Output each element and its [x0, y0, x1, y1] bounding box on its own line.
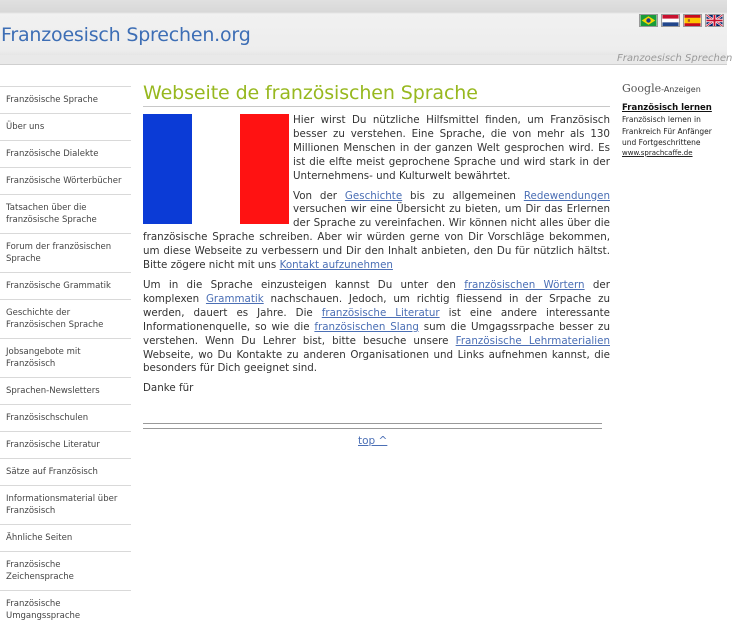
closing-text: Danke für	[143, 382, 194, 395]
link-lehrmaterialien[interactable]: Französische Lehrmaterialien	[455, 334, 610, 347]
text: versuchen wir eine Übersicht zu bieten, um Dir das Erlernen der Sprache zu vereinfachen. Wir können nicht alles über die französische Sprache schreiben. Aber wir würden gerne von Dir Vorschläge bekommen, um diese Webseite zu verbessern und Dir den Inhalt anbieten, den Du für nützlich hältst. Bitte zögere nicht mit uns	[143, 203, 610, 272]
sidebar-item-newsletters[interactable]: Sprachen-Newsletters	[0, 377, 131, 404]
divider	[143, 423, 602, 424]
sidebar-item-zeichensprache[interactable]: Französische Zeichensprache	[0, 551, 131, 590]
ads-label: -Anzeigen	[661, 85, 701, 94]
flag-stripe-white	[192, 114, 241, 224]
uk-flag-icon[interactable]	[705, 14, 724, 27]
link-woerter[interactable]: französischen Wörtern	[464, 278, 585, 291]
flag-stripe-blue	[143, 114, 192, 224]
sidebar-item-franzoesische-sprache[interactable]: Französische Sprache	[0, 86, 131, 113]
flag-stripe-red	[240, 114, 289, 224]
sidebar-item-geschichte[interactable]: Geschichte der Französischen Sprache	[0, 299, 131, 338]
site-title[interactable]: Franzoesisch Sprechen.org	[1, 24, 251, 46]
ad-url-link[interactable]: www.sprachcaffe.de	[622, 148, 693, 157]
netherlands-flag-icon[interactable]	[661, 14, 680, 27]
text: sum die Umgagssrpache besser zu verstehen. Wenn Du Lehrer bist, bitte besuche unsere	[143, 320, 610, 347]
ads-header	[622, 82, 725, 95]
sidebar-item-tatsachen[interactable]: Tatsachen über die französische Sprache	[0, 194, 131, 233]
brazil-flag-icon[interactable]	[639, 14, 658, 27]
sidebar-item-umgangssprache[interactable]: Französische Umgangssprache	[0, 590, 131, 629]
ad-title-link[interactable]: Französisch lernen	[622, 103, 712, 113]
language-flags	[639, 14, 724, 27]
sidebar-item-forum[interactable]: Forum der französischen Sprache	[0, 233, 131, 272]
sidebar-nav	[0, 86, 131, 629]
sidebar-item-jobsangebote[interactable]: Jobsangebote mit Französisch	[0, 338, 131, 377]
divider	[0, 64, 727, 65]
sidebar-item-literatur[interactable]: Französische Literatur	[0, 431, 131, 458]
sidebar-item-aehnliche-seiten[interactable]: Ähnliche Seiten	[0, 524, 131, 551]
text: Von der	[293, 189, 345, 202]
third-paragraph	[143, 279, 610, 376]
page-title: Webseite de französischen Sprache	[143, 82, 610, 107]
divider	[143, 428, 602, 429]
sidebar-item-schulen[interactable]: Französischschulen	[0, 404, 131, 431]
link-literatur[interactable]: französische Literatur	[321, 306, 440, 319]
sidebar-item-ueber-uns[interactable]: Über uns	[0, 113, 131, 140]
french-flag-image	[143, 114, 289, 224]
link-grammatik[interactable]: Grammatik	[205, 292, 264, 305]
google-logo: Google	[622, 82, 662, 95]
sidebar-item-informationsmaterial[interactable]: Informationsmaterial über Französisch	[0, 485, 131, 524]
text: bis zu allgemeinen	[402, 189, 524, 202]
intro-paragraph: Hier wirst Du nützliche Hilfsmittel finden, um Französisch besser zu verstehen. Eine Sprache, die von mehr als 130 Millionen Menschen in der ganzen Welt gesprochen wird. Es ist die elfte meist geprochene Sprache und wird stark in der Unternehmens- und Kulturwelt bewährtet.	[293, 114, 610, 182]
sidebar-item-grammatik[interactable]: Französische Grammatik	[0, 272, 131, 299]
ad-description: Französisch lernen in Frankreich Für Anfänger und Fortgeschrittene	[622, 115, 712, 147]
text: Webseite, wo Du Kontakte zu anderen Organisationen und Links aufnehmen kannst, die besonders für Dich geeignet sind.	[143, 348, 610, 375]
spain-flag-icon[interactable]	[683, 14, 702, 27]
link-redewendungen[interactable]: Redewendungen	[523, 189, 610, 202]
site-tagline: Franzoesisch Sprechen	[617, 53, 732, 64]
main-content	[143, 82, 611, 447]
link-geschichte[interactable]: Geschichte	[344, 189, 403, 202]
text: ist eine andere interessante Informationenquelle, so wie die	[143, 306, 610, 333]
text: Um in die Sprache einzusteigen kannst Du unter den	[143, 278, 465, 291]
link-kontakt[interactable]: Kontakt aufzunehmen	[279, 259, 393, 272]
sidebar-item-dialekte[interactable]: Französische Dialekte	[0, 140, 131, 167]
sidebar-item-saetze[interactable]: Sätze auf Französisch	[0, 458, 131, 485]
text: der komplexen	[143, 278, 610, 305]
link-slang[interactable]: französischen Slang	[314, 320, 419, 333]
google-ads-panel	[622, 82, 725, 157]
back-to-top-link[interactable]: top ^	[358, 435, 388, 447]
text: nachschauen. Jedoch, um richtig fliessend in der Srpache zu werden, dauert es Jahre. Die	[143, 292, 611, 319]
sidebar-item-woerterbuecher[interactable]: Französische Wörterbücher	[0, 167, 131, 194]
